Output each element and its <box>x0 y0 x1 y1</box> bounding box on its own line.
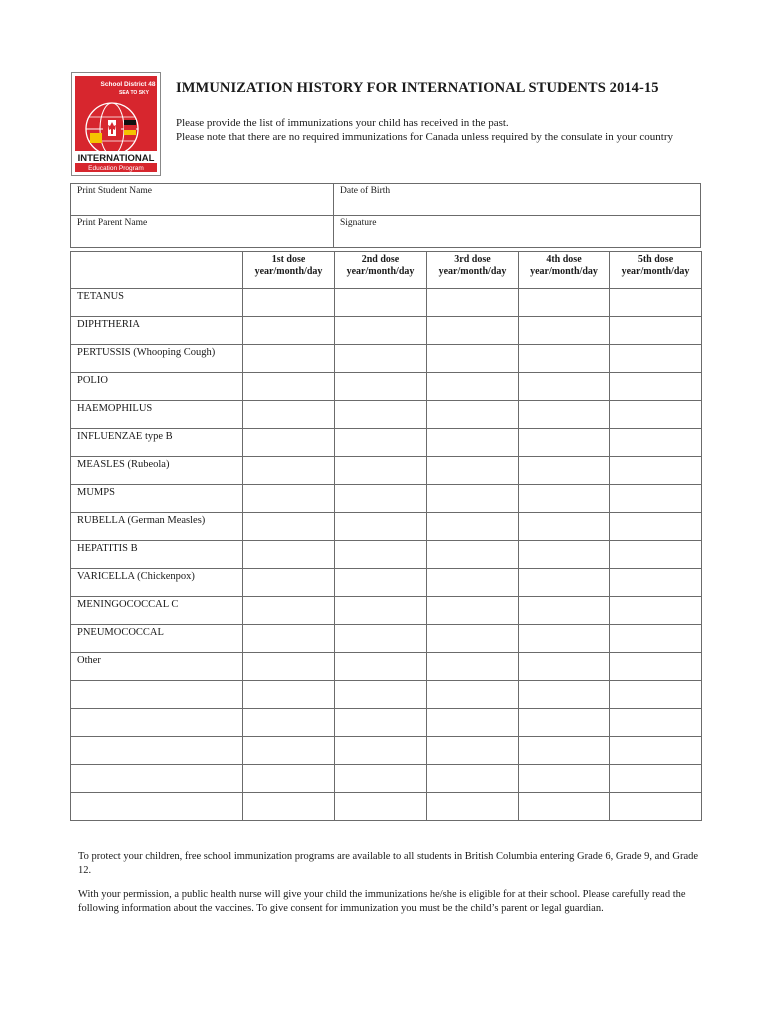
table-row <box>71 317 702 345</box>
dose-2-date-cell[interactable] <box>335 709 427 737</box>
logo-tagline-text: SEA TO SKY <box>118 90 150 96</box>
vaccine-name-cell: DIPHTHERIA <box>71 317 243 345</box>
dose-4-date-cell[interactable] <box>519 485 610 513</box>
dose-2-date-cell[interactable] <box>335 429 427 457</box>
dose-3-date-cell[interactable] <box>427 317 519 345</box>
dose-3-date-cell[interactable] <box>427 513 519 541</box>
dose-3-date-cell[interactable] <box>427 737 519 765</box>
table-row <box>71 513 702 541</box>
footer-text <box>78 850 703 926</box>
dose-5-date-cell[interactable] <box>610 485 702 513</box>
dose-5-date-cell[interactable] <box>610 401 702 429</box>
table-row <box>71 765 702 793</box>
dose-2-date-cell[interactable] <box>335 625 427 653</box>
dose-4-date-cell[interactable] <box>519 513 610 541</box>
dose-2-date-cell[interactable] <box>335 541 427 569</box>
dose-3-date-cell[interactable] <box>427 457 519 485</box>
footer-paragraph-2: With your permission, a public health nurse will give your child the immunizations he/she is eligible for at their school. Please carefully read the following information about the vaccines. To give consent for immunization you must be the child’s parent or legal guardian. <box>78 889 686 914</box>
dose-1-date-cell[interactable] <box>243 289 335 317</box>
vaccine-name-cell: MENINGOCOCCAL C <box>71 597 243 625</box>
dose-3-date-cell[interactable] <box>427 653 519 681</box>
dose-1-date-cell[interactable] <box>243 793 335 821</box>
vaccine-name-cell: Other <box>71 653 243 681</box>
vaccine-name-cell[interactable] <box>71 765 243 793</box>
dose-1-date-cell[interactable] <box>243 345 335 373</box>
dose-3-date-cell[interactable] <box>427 373 519 401</box>
dose-4-date-cell[interactable] <box>519 709 610 737</box>
dose-3-date-cell[interactable] <box>427 401 519 429</box>
dose-1-date-cell[interactable] <box>243 541 335 569</box>
dose-2-date-cell[interactable] <box>335 569 427 597</box>
vaccine-name-cell: TETANUS <box>71 289 243 317</box>
student-name-field[interactable] <box>71 184 334 216</box>
dose-5-date-cell[interactable] <box>610 289 702 317</box>
dose-2-date-cell[interactable] <box>335 793 427 821</box>
dose-3-date-cell[interactable] <box>427 597 519 625</box>
logo-program-subtitle: Education Program <box>88 165 144 172</box>
table-row <box>71 429 702 457</box>
vaccine-name-cell: PNEUMOCOCCAL <box>71 625 243 653</box>
dose-3-date-cell[interactable] <box>427 709 519 737</box>
vaccine-name-cell: HEPATITIS B <box>71 541 243 569</box>
table-row <box>71 345 702 373</box>
intro-line-2: Please note that there are no required immunizations for Canada unless required by the consulate in your country <box>176 131 673 143</box>
vaccine-name-cell: PERTUSSIS (Whooping Cough) <box>71 345 243 373</box>
signature-field[interactable] <box>334 216 701 248</box>
dose-5-date-cell[interactable] <box>610 345 702 373</box>
dose-1-date-cell[interactable] <box>243 485 335 513</box>
table-row <box>71 709 702 737</box>
dose-2-date-cell[interactable] <box>335 737 427 765</box>
dose-4-date-cell[interactable] <box>519 765 610 793</box>
dose-3-date-cell[interactable] <box>427 681 519 709</box>
table-row <box>71 373 702 401</box>
student-name-label: Print Student Name <box>77 186 152 196</box>
dose-3-date-cell[interactable] <box>427 345 519 373</box>
vaccine-name-cell: HAEMOPHILUS <box>71 401 243 429</box>
dose-5-date-cell[interactable] <box>610 737 702 765</box>
vaccine-name-cell: POLIO <box>71 373 243 401</box>
dose-4-date-cell[interactable] <box>519 429 610 457</box>
dose-2-date-cell[interactable] <box>335 485 427 513</box>
dose-2-date-cell[interactable] <box>335 401 427 429</box>
dose-4-date-cell[interactable] <box>519 625 610 653</box>
page-title: IMMUNIZATION HISTORY FOR INTERNATIONAL STUDENTS 2014-15 <box>176 80 659 96</box>
dose-2-date-cell[interactable] <box>335 513 427 541</box>
vaccine-name-cell: MEASLES (Rubeola) <box>71 457 243 485</box>
dose-4-date-cell[interactable] <box>519 653 610 681</box>
dose-2-date-cell[interactable] <box>335 345 427 373</box>
dose-header-3: 3rd dose year/month/day <box>427 252 519 289</box>
immunization-table <box>70 251 702 821</box>
dose-4-date-cell[interactable] <box>519 457 610 485</box>
parent-name-label: Print Parent Name <box>77 218 148 228</box>
dose-1-date-cell[interactable] <box>243 373 335 401</box>
dose-3-date-cell[interactable] <box>427 793 519 821</box>
dose-4-date-cell[interactable] <box>519 681 610 709</box>
dose-2-date-cell[interactable] <box>335 289 427 317</box>
dose-3-date-cell[interactable] <box>427 541 519 569</box>
dose-header-row <box>71 252 702 289</box>
table-row <box>71 541 702 569</box>
intro-text <box>176 116 716 144</box>
dose-5-date-cell[interactable] <box>610 317 702 345</box>
dose-1-date-cell[interactable] <box>243 737 335 765</box>
dose-5-date-cell[interactable] <box>610 513 702 541</box>
table-row <box>71 569 702 597</box>
table-row <box>71 625 702 653</box>
dose-5-date-cell[interactable] <box>610 457 702 485</box>
dose-4-date-cell[interactable] <box>519 737 610 765</box>
dose-4-date-cell[interactable] <box>519 569 610 597</box>
dose-header-5: 5th dose year/month/day <box>610 252 702 289</box>
table-row <box>71 457 702 485</box>
table-row <box>71 289 702 317</box>
dose-5-date-cell[interactable] <box>610 709 702 737</box>
dose-4-date-cell[interactable] <box>519 289 610 317</box>
dose-4-date-cell[interactable] <box>519 373 610 401</box>
table-row <box>71 653 702 681</box>
vaccine-name-cell: VARICELLA (Chickenpox) <box>71 569 243 597</box>
dose-4-date-cell[interactable] <box>519 541 610 569</box>
vaccine-name-cell: MUMPS <box>71 485 243 513</box>
dose-4-date-cell[interactable] <box>519 793 610 821</box>
dose-2-date-cell[interactable] <box>335 457 427 485</box>
dose-4-date-cell[interactable] <box>519 597 610 625</box>
dose-1-date-cell[interactable] <box>243 401 335 429</box>
table-row <box>71 737 702 765</box>
vaccine-name-cell[interactable] <box>71 709 243 737</box>
vaccine-name-cell[interactable] <box>71 793 243 821</box>
vaccine-name-cell: INFLUENZAE type B <box>71 429 243 457</box>
vaccine-name-cell: RUBELLA (German Measles) <box>71 513 243 541</box>
dose-2-date-cell[interactable] <box>335 597 427 625</box>
table-row <box>71 681 702 709</box>
table-row <box>71 401 702 429</box>
dose-1-date-cell[interactable] <box>243 317 335 345</box>
vaccine-name-cell[interactable] <box>71 737 243 765</box>
dose-3-date-cell[interactable] <box>427 765 519 793</box>
parent-name-field[interactable] <box>71 216 334 248</box>
signature-label: Signature <box>340 218 377 228</box>
dose-1-date-cell[interactable] <box>243 597 335 625</box>
dose-4-date-cell[interactable] <box>519 401 610 429</box>
logo-district-text: School District 48 <box>100 81 156 88</box>
table-row <box>71 597 702 625</box>
dose-1-date-cell[interactable] <box>243 457 335 485</box>
dose-1-date-cell[interactable] <box>243 681 335 709</box>
school-district-logo <box>71 72 161 176</box>
dose-4-date-cell[interactable] <box>519 317 610 345</box>
dose-5-date-cell[interactable] <box>610 597 702 625</box>
intro-line-1: Please provide the list of immunizations your child has received in the past. <box>176 117 509 129</box>
footer-paragraph-1: To protect your children, free school immunization programs are available to all students in British Columbia entering Grade 6, Grade 9, and Grade 12. <box>78 851 699 876</box>
immunization-rows <box>71 289 702 821</box>
student-info-table <box>70 183 701 248</box>
table-row <box>71 793 702 821</box>
dose-5-date-cell[interactable] <box>610 653 702 681</box>
dose-1-date-cell[interactable] <box>243 513 335 541</box>
dose-header-4: 4th dose year/month/day <box>519 252 610 289</box>
dose-header-1: 1st dose year/month/day <box>243 252 335 289</box>
vaccine-name-cell[interactable] <box>71 681 243 709</box>
dose-1-date-cell[interactable] <box>243 765 335 793</box>
dose-2-date-cell[interactable] <box>335 653 427 681</box>
dose-2-date-cell[interactable] <box>335 765 427 793</box>
dose-5-date-cell[interactable] <box>610 373 702 401</box>
dose-1-date-cell[interactable] <box>243 625 335 653</box>
logo-graphic <box>72 73 160 175</box>
dose-3-date-cell[interactable] <box>427 485 519 513</box>
dose-5-date-cell[interactable] <box>610 569 702 597</box>
logo-program-title: INTERNATIONAL <box>77 153 155 164</box>
dose-3-date-cell[interactable] <box>427 429 519 457</box>
dose-4-date-cell[interactable] <box>519 345 610 373</box>
dose-5-date-cell[interactable] <box>610 541 702 569</box>
dose-5-date-cell[interactable] <box>610 681 702 709</box>
date-of-birth-label: Date of Birth <box>340 186 391 196</box>
table-row <box>71 485 702 513</box>
dose-2-date-cell[interactable] <box>335 373 427 401</box>
dose-1-date-cell[interactable] <box>243 569 335 597</box>
date-of-birth-field[interactable] <box>334 184 701 216</box>
dose-3-date-cell[interactable] <box>427 289 519 317</box>
dose-5-date-cell[interactable] <box>610 765 702 793</box>
dose-1-date-cell[interactable] <box>243 429 335 457</box>
dose-3-date-cell[interactable] <box>427 625 519 653</box>
dose-header-2: 2nd dose year/month/day <box>335 252 427 289</box>
dose-5-date-cell[interactable] <box>610 429 702 457</box>
dose-3-date-cell[interactable] <box>427 569 519 597</box>
vaccine-column-header <box>71 252 243 289</box>
dose-1-date-cell[interactable] <box>243 709 335 737</box>
dose-5-date-cell[interactable] <box>610 625 702 653</box>
dose-1-date-cell[interactable] <box>243 653 335 681</box>
dose-5-date-cell[interactable] <box>610 793 702 821</box>
dose-2-date-cell[interactable] <box>335 681 427 709</box>
dose-2-date-cell[interactable] <box>335 317 427 345</box>
